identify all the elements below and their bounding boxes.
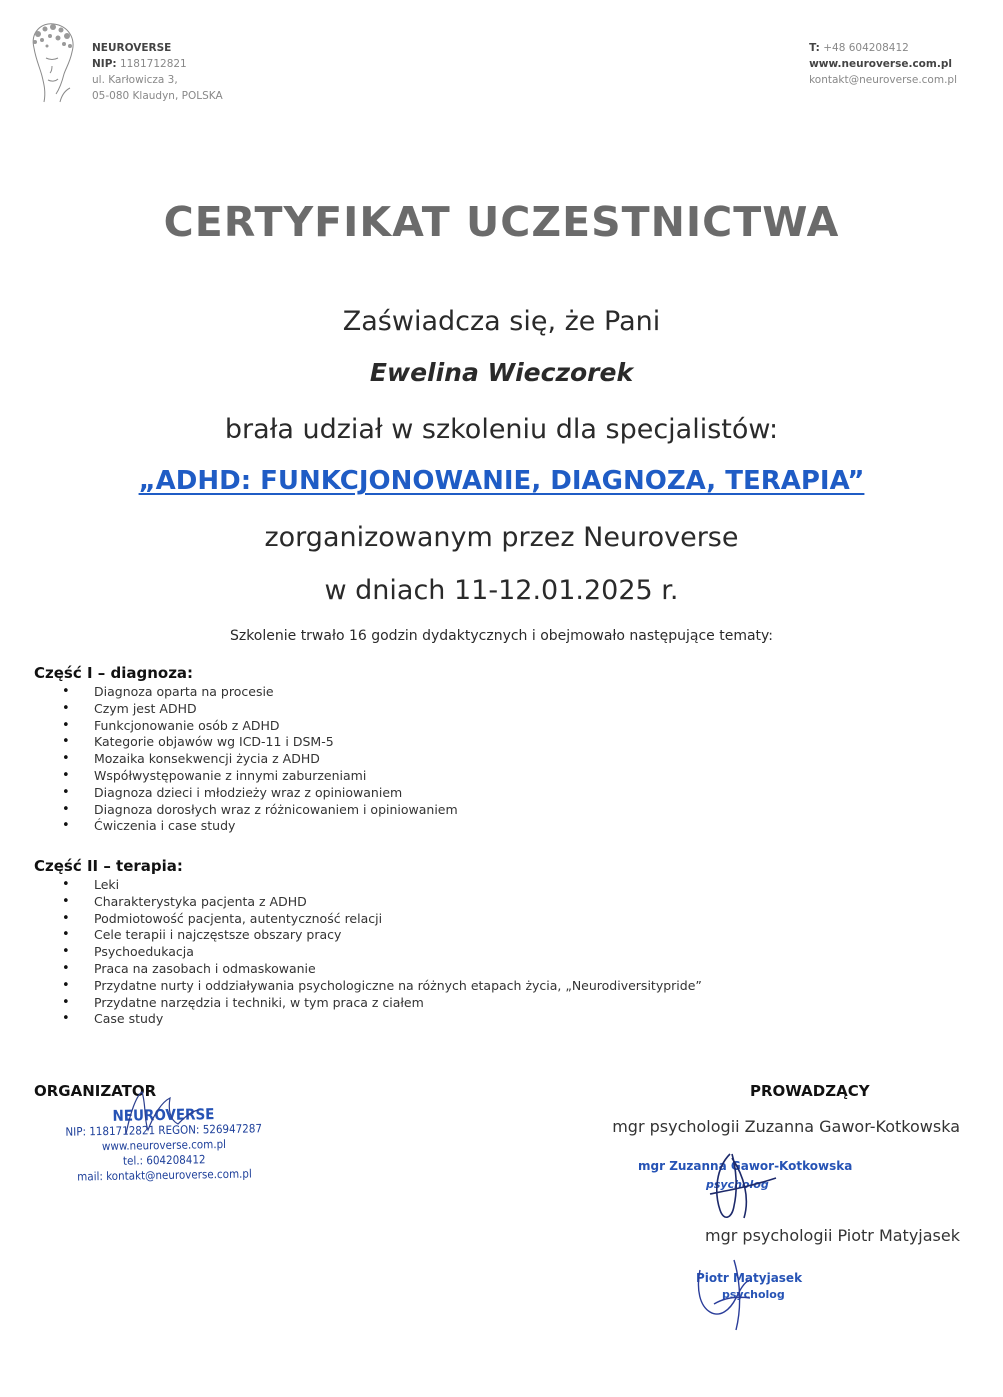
list-item: • Przydatne narzędzia i techniki, w tym praca z ciałem — [62, 995, 702, 1012]
stamp-ids: NIP: 1181712821 REGON: 526947287 — [65, 1121, 263, 1139]
list-item: • Mozaika konsekwencji życia z ADHD — [62, 751, 458, 768]
list-item: • Charakterystyka pacjenta z ADHD — [62, 894, 702, 911]
list-item: • Cele terapii i najczęstsze obszary pracy — [62, 927, 702, 944]
instructor-2-stamp-name: Piotr Matyjasek — [696, 1271, 803, 1285]
course-title-link[interactable]: „ADHD: FUNKCJONOWANIE, DIAGNOZA, TERAPIA” — [138, 466, 865, 496]
phone-value: +48 604208412 — [823, 42, 909, 54]
list-item: • Przydatne nurty i oddziaływania psychologiczne na różnych etapach życia, „Neurodiversitypride” — [62, 978, 702, 995]
neuroverse-logo — [20, 18, 82, 104]
list-item: • Podmiotowość pacjenta, autentyczność relacji — [62, 911, 702, 928]
list-item: • Leki — [62, 877, 702, 894]
part2-heading: Część II – terapia: — [34, 857, 183, 875]
list-item: • Współwystępowanie z innymi zaburzeniami — [62, 768, 458, 785]
instructor-1-signature-stamp — [620, 1148, 870, 1228]
instructor-1-name: mgr psychologii Zuzanna Gawor-Kotkowska — [612, 1117, 960, 1136]
list-item: • Diagnoza dzieci i młodzieży wraz z opiniowaniem — [62, 785, 458, 802]
certificate-title: CERTYFIKAT UCZESTNICTWA — [163, 198, 840, 246]
list-item: • Kategorie objawów wg ICD-11 i DSM-5 — [62, 734, 458, 751]
company-name: NEUROVERSE — [92, 42, 172, 54]
list-item: • Ćwiczenia i case study — [62, 818, 458, 835]
date-line: w dniach 11-12.01.2025 r. — [324, 575, 679, 606]
list-item: • Psychoedukacja — [62, 944, 702, 961]
recipient-name: Ewelina Wieczorek — [369, 358, 634, 387]
stamp-web: www.neuroverse.com.pl — [101, 1136, 227, 1154]
list-item: • Funkcjonowanie osób z ADHD — [62, 718, 458, 735]
stamp-mail: mail: kontakt@neuroverse.com.pl — [77, 1166, 252, 1184]
part2-topic-list — [62, 877, 702, 1028]
part1-topic-list — [62, 684, 458, 835]
nip-label: NIP: — [92, 58, 117, 70]
email-link[interactable]: kontakt@neuroverse.com.pl — [809, 74, 957, 86]
instructor-1-stamp-name: mgr Zuzanna Gawor-Kotkowska — [638, 1159, 853, 1173]
instructor-1-stamp-role: psycholog — [706, 1178, 769, 1191]
list-item: • Diagnoza dorosłych wraz z różnicowaniem i opiniowaniem — [62, 802, 458, 819]
list-item: • Czym jest ADHD — [62, 701, 458, 718]
website-link[interactable]: www.neuroverse.com.pl — [809, 58, 952, 70]
company-info — [92, 40, 223, 104]
company-city: 05-080 Klaudyn, POLSKA — [92, 90, 223, 102]
list-item: • Case study — [62, 1011, 702, 1028]
training-intro: Szkolenie trwało 16 godzin dydaktycznych i obejmowało następujące tematy: — [229, 628, 774, 644]
instructor-2-stamp-role: psycholog — [722, 1288, 785, 1301]
phone-label: T: — [809, 42, 820, 54]
nip-value: 1181712821 — [119, 58, 187, 70]
instructor-2-name: mgr psychologii Piotr Matyjasek — [705, 1226, 960, 1245]
attestation-line: Zaświadcza się, że Pani — [342, 306, 661, 337]
contact-info — [809, 40, 957, 88]
instructors-heading: PROWADZĄCY — [750, 1082, 870, 1100]
organizer-heading: ORGANIZATOR — [34, 1082, 157, 1100]
instructor-2-signature-stamp — [670, 1240, 840, 1335]
stamp-company-name: NEUROVERSE — [112, 1105, 215, 1125]
list-item: • Diagnoza oparta na procesie — [62, 684, 458, 701]
list-item: • Praca na zasobach i odmaskowanie — [62, 961, 702, 978]
participation-line: brała udział w szkoleniu dla specjalistów: — [224, 414, 779, 445]
part1-heading: Część I – diagnoza: — [34, 664, 194, 682]
organizer-signature — [118, 1084, 208, 1144]
stamp-tel: tel.: 604208412 — [122, 1152, 206, 1168]
organizer-line: zorganizowanym przez Neuroverse — [264, 522, 739, 553]
company-street: ul. Karłowicza 3, — [92, 74, 178, 86]
